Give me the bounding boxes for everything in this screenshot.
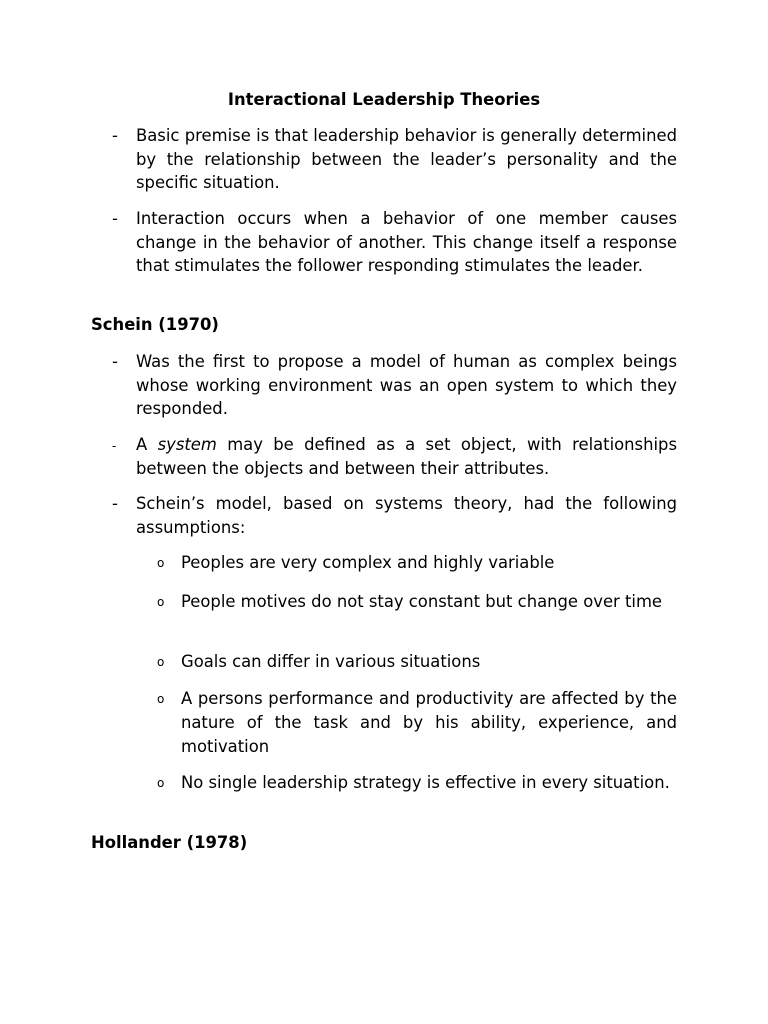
assumption-item-3-text: Goals can differ in various situations [181, 652, 481, 671]
circle-bullet: o [157, 655, 165, 669]
intro-item-1-text: Basic premise is that leadership behavior is generally determined by the relationship between the leader’s personality and the specific situation. [136, 126, 677, 193]
dash-bullet: - [112, 439, 117, 453]
hollander-heading: Hollander (1978) [91, 833, 248, 852]
schein-item-1 [91, 350, 677, 421]
schein-item-3-text: Schein’s model, based on systems theory, had the following assumptions: [136, 494, 677, 537]
assumption-item-2 [157, 590, 677, 614]
system-definition: may be defined as a set object, with relationships between the objects and between their attributes. [136, 435, 677, 478]
schein-heading: Schein (1970) [91, 315, 219, 334]
assumption-item-5-text: No single leadership strategy is effective in every situation. [181, 773, 670, 792]
dash-bullet: - [112, 352, 118, 371]
intro-item-2 [91, 207, 677, 278]
dash-bullet: - [112, 126, 118, 145]
intro-item-1 [91, 124, 677, 195]
assumption-item-1-text: Peoples are very complex and highly variable [181, 553, 555, 572]
schein-item-1-text: Was the first to propose a model of human as complex beings whose working environment was an open system to which they responded. [136, 352, 677, 419]
circle-bullet: o [157, 776, 165, 790]
assumption-item-1 [157, 551, 677, 575]
page-title: Interactional Leadership Theories [227, 90, 541, 109]
dash-bullet: - [112, 494, 118, 513]
assumption-item-2-text: People motives do not stay constant but change over time [181, 592, 663, 611]
assumption-item-5 [157, 771, 677, 795]
intro-item-2-text: Interaction occurs when a behavior of one member causes change in the behavior of another. This change itself a response that stimulates the follower responding stimulates the leader. [136, 209, 677, 276]
assumption-item-4-text: A persons performance and productivity are affected by the nature of the task and by his ability, experience, and motivation [181, 689, 677, 756]
schein-item-3 [91, 492, 677, 539]
system-term: system [157, 435, 217, 454]
assumption-item-3 [157, 650, 677, 674]
circle-bullet: o [157, 595, 165, 609]
circle-bullet: o [157, 556, 165, 570]
assumption-item-4 [157, 687, 677, 759]
circle-bullet: o [157, 692, 165, 706]
system-prefix: A [136, 435, 158, 454]
schein-item-2 [91, 433, 677, 480]
schein-item-2-text [136, 433, 677, 480]
dash-bullet: - [112, 209, 118, 228]
